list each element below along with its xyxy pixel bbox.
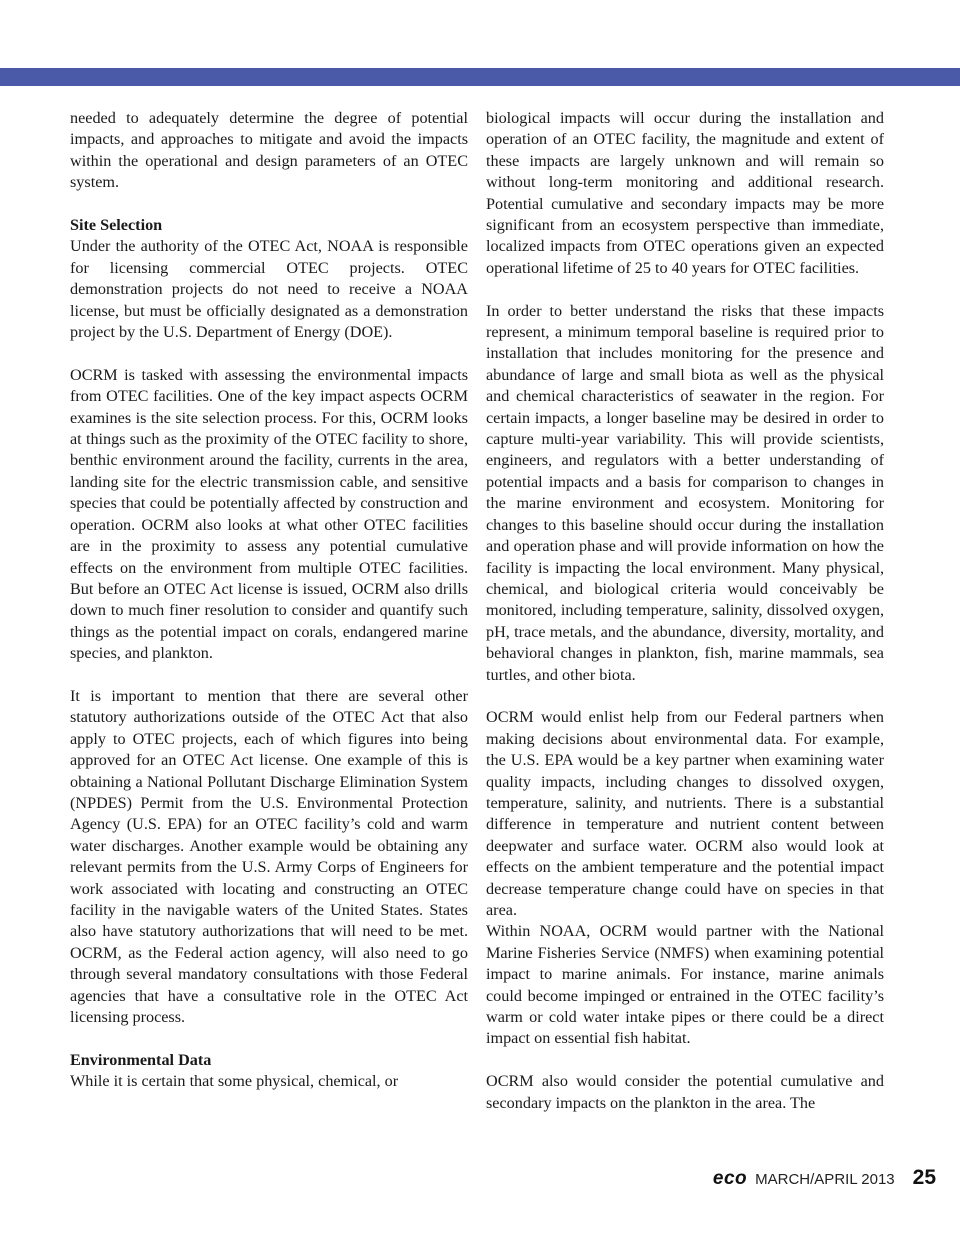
right-paragraph-2: In order to better understand the risks that these impacts represent, a minimum temporal baseline is required prior to installation that includes monitoring for the presence and abundance of large and small biota as well as the physical and chemical characteristics of seawater in the region. For certain impacts, a longer baseline may be desired in order to capture multi-year variability. This will provide scientists, engineers, and regulators with a better understanding of potential impacts and a basis for comparison to changes in the marine environment and ecosystem. Monitoring for changes to this baseline should occur during the installation and operation phase and will provide information on how the facility is impacting the local environment. Many physical, chemical, and biological criteria would conceivably be monitored, including temperature, salinity, dissolved oxygen, pH, trace metals, and the abundance, diversity, mortality, and behavioral changes in plankton, fish, marine mammals, sea turtles, and other biota. <box>486 301 884 684</box>
heading-environmental-data: Environmental Data <box>70 1050 212 1069</box>
page-footer <box>713 1166 936 1194</box>
right-paragraph-1: biological impacts will occur during the installation and operation of an OTEC facility, the magnitude and extent of these impacts are largely unknown and will remain so without long-term monitoring and additional research. Potential cumulative and secondary impacts may be more significant from an ecosystem perspective than immediate, localized impacts from OTEC operations given an expected operational lifetime of 25 to 40 years for OTEC facilities. <box>486 109 884 277</box>
page-number: 25 <box>912 1166 936 1189</box>
right-column <box>486 108 884 1114</box>
right-paragraph-4: Within NOAA, OCRM would partner with the National Marine Fisheries Service (NMFS) when examining potential impact to marine animals. For instance, marine animals could become impinged or entrained in the OTEC facility’s warm or cold water intake pipes or there could be a direct impact on essential fish habitat. <box>486 922 884 1048</box>
left-paragraph-1: needed to adequately determine the degree of potential impacts, and approaches to mitigate and avoid the impacts within the operational and design parameters of an OTEC system. <box>70 109 468 192</box>
left-paragraph-4: It is important to mention that there are several other statutory authorizations outside of the OTEC Act that also apply to OTEC projects, each of which figures into being approved for an OTEC Act license. One example of this is obtaining a National Pollutant Discharge Elimination System (NPDES) Permit from the U.S. Environmental Protection Agency (U.S. EPA) for an OTEC facility’s cold and warm water discharges. Another example would be obtaining any relevant permits from the U.S. Army Corps of Engineers for work associated with locating and constructing an OTEC facility in the navigable waters of the United States. States also have statutory authorizations that will need to be met. OCRM, as the Federal action agency, will also need to go through several mandatory consultations with those Federal agencies that have a consultative role in the OTEC Act licensing process. <box>70 686 468 1027</box>
right-paragraph-5: OCRM also would consider the potential cumulative and secondary impacts on the plankton in the area. The <box>486 1072 884 1112</box>
header-color-bar <box>0 68 960 86</box>
left-paragraph-5: While it is certain that some physical, chemical, or <box>70 1072 399 1091</box>
issue-date: MARCH/APRIL 2013 <box>755 1171 895 1188</box>
magazine-brand: eco <box>712 1168 748 1189</box>
heading-site-selection: Site Selection <box>70 216 163 235</box>
left-paragraph-2: Under the authority of the OTEC Act, NOAA is responsible for licensing commercial OTEC projects. OTEC demonstration projects do not need to receive a NOAA license, but must be officially designated as a demonstration project by the U.S. Department of Energy (DOE). <box>70 237 468 342</box>
left-column <box>70 108 468 1093</box>
right-paragraph-3: OCRM would enlist help from our Federal partners when making decisions about environmental data. For example, the U.S. EPA would be a key partner when examining water quality impacts, including changes to dissolved oxygen, temperature, salinity, and nutrients. There is a substantial difference in temperature and nutrient content between deepwater and surface water. OCRM also would look at effects on the ambient temperature and the potential impact decrease temperature change could have on species in that area. <box>486 708 884 919</box>
left-paragraph-3: OCRM is tasked with assessing the environmental impacts from OTEC facilities. One of the key impact aspects OCRM examines is the site selection process. For this, OCRM looks at things such as the proximity of the OTEC facility to shore, benthic environment around the facility, currents in the area, landing site for the electric transmission cable, and sensitive species that could be potentially affected by construction and operation. OCRM also looks at what other OTEC facilities are in the proximity to assess any potential cumulative effects on the environment from multiple OTEC facilities. But before an OTEC Act license is issued, OCRM also drills down to much finer resolution to consider and quantify such things as the potential impact on corals, endangered marine species, and plankton. <box>70 365 468 663</box>
